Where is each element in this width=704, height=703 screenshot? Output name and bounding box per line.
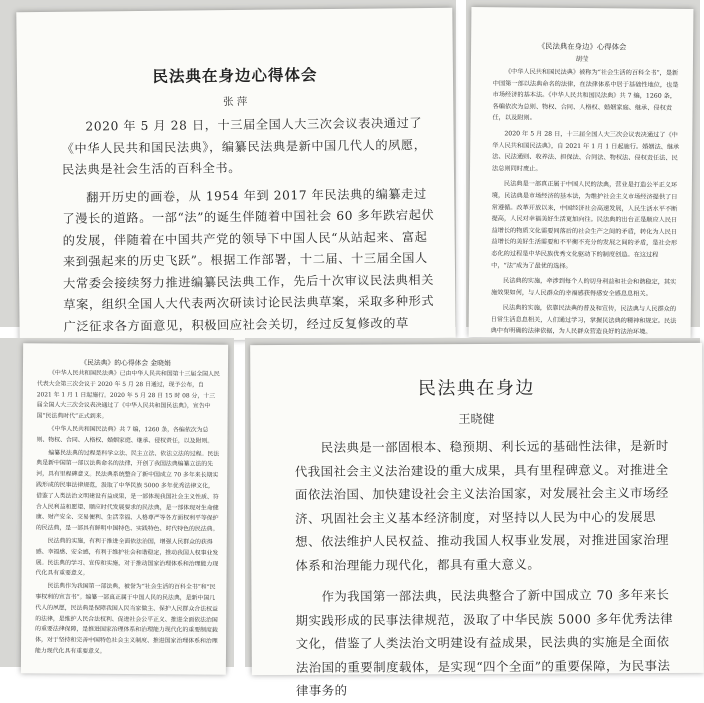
paragraph: 民法典的实施，牵涉到每个人的切身利益和社会和谐稳定，其实施效果如何，与人民群众的幸福感获得感安全感息息相关。 (490, 277, 677, 298)
paragraph: 民法典的实施，有利于推进全面依法治国，增强人民群众的获得感、幸福感、安全感，有利于维护社会和谐稳定，推动我国人权事业发展。民法典的学习、宣传和实施，对于推动国家治理体系和治理能力现代化具有重要意义。 (35, 538, 219, 578)
paragraph: 《中华人民共和国民法典》共 7 编，1260 条，各编依次为总则、物权、合同、人格权、婚姻家庭、继承、侵权责任，以及附则。 (36, 426, 214, 445)
paragraph: 2020 年 5 月 28 日，十三届全国人大三次会议表决通过了《中华人民共和国民法典》，自 2021 年 1 月 1 日起施行。婚姻法、继承法、民法通则、收养法、担保法、合同法、物权法、侵权责任法、民法总则同时废止。 (492, 130, 680, 173)
document-photo-3 (0, 338, 234, 667)
paper-page (469, 7, 694, 339)
document-title: 民法典在身边 (417, 377, 535, 400)
paragraph: 民法典作为我国第一部法典，被誉为“社会生活的百科全书”和“民事权利的宣言书”。编纂一部真正属于中国人民的民法典，是新中国几代人的夙愿，民法典是保障我国人民当家做主、保护人民群众合法权益的法律，是维护人民合法权利、促进社会公平正义、推进全面依法治国的重要法律保障，是推进国家治理体系和治理能力现代化的重要制度载体，对于坚持和完善中国特色社会主义制度、推进国家治理体系和治理能力现代化具有重要意义。 (34, 583, 218, 655)
paragraph: 翻开历史的画卷，从 1954 年到 2017 年民法典的编纂走过了漫长的道路。一部“法”的诞生伴随着中国社会 60 多年跌宕起伏的发展，伴随着在中国共产党的领导下中国人民“从站起来、富起来到强起来的历史飞跃”。根据工作部署，十二届、十三届全国人大常委会接续努力推进编纂民法典工作，先后十次审议民法典相关草案，组织全国人大代表两次研读讨论民法典草案，采取多种形式广泛征求各方面意见，积极回应社会关切，经过反复修改的草 (62, 186, 435, 334)
paragraph: 编纂民法典的过程是科学立法、民主立法、依法立法的过程。民法典是新中国第一部以法典命名的法律，开创了我国法典编纂立法的先河，具有里程碑意义。民法典系统整合了新中国成立 70 多年来长期实践形成的民事法律规范，汲取了中华民族 5000 多年优秀法律文化，借鉴了人类法治文明建设有益成果，是一部体现我国社会主义性质、符合人民利益和愿望、顺应时代发展要求的民法典，是一部体现对生命健康、财产安全、交易便利、生活幸福、人格尊严等各方面权利平等保护的民法典，是一部具有鲜明中国特色、实践特色、时代特色的民法典。 (35, 450, 220, 533)
paper-page (16, 8, 455, 343)
paper-page (250, 343, 704, 698)
document-author: 王晓健 (458, 411, 495, 427)
paragraph: 2020 年 5 月 28 日，十三届全国人大三次会议表决通过了《中华人民共和国民法典》，编纂民法典是新中国几代人的夙愿，民法典是社会生活的百科全书。 (61, 116, 427, 177)
document-photo-2 (466, 0, 700, 337)
paragraph: 《中华人民共和国民法典》被称为“社会生活的百科全书”，是新中国第一部以法典命名的法律，在法律体系中居于基础性地位，也是市场经济的基本法。《中华人民共和国民法典》共 7 编，1260 条，各编依次为总则、物权、合同、人格权、婚姻家庭、继承、侵权责任，以及附则。 (492, 68, 679, 122)
paragraph: 民法典是一部固根本、稳预期、利长远的基础性法律，是新时代我国社会主义法治建设的重大成果，具有里程碑意义。对推进全面依法治国、加快建设社会主义法治国家，对发展社会主义市场经济、巩固社会主义基本经济制度，对坚持以人民为中心的发展思想、依法维护人民权益、推动我国人权事业发展，对推进国家治理体系和治理能力现代化，都具有重大意义。 (294, 437, 670, 573)
document-title: 《民法典》的心得体会 金晓娟 (80, 358, 171, 368)
paragraph: 作为我国第一部法典，民法典整合了新中国成立 70 多年来长期实践形成的民事法律规范，汲取了中华民族 5000 多年优秀法律文化，借鉴了人类法治文明建设有益成果，民法典的实施是全面依法治国的重要制度载体，是实现“四个全面”的重要保障，为民事法律事务的 (295, 586, 674, 698)
paragraph: 民法典是一部真正属于中国人民的法典，营业是打造公平正义环境，民法典是市场经济的基本法，为维护社会主义市场经济提供了日常遵循。改革开放以来，中国经济社会高速发展，人民生活水平不断提高，人民对幸福美好生活更加向往。民法典的出台正是顺应人民日益增长的物质文化需要同落后的社会生产之间的矛盾，转化为人民日益增长的美好生活需要和不平衡不充分的发展之间的矛盾，是社会形态化的过程是中华民族优秀文化驱动下的制度创造。在这过程中，“法”成为了最优的选择。 (491, 180, 678, 270)
document-photo-1 (0, 0, 456, 334)
document-photo-4 (245, 338, 700, 698)
document-author: 张 萍 (223, 95, 248, 109)
paragraph: 民法典的实施，依靠民法典的普及和宣传，民法典与人民群众的日常生活息息相关，人们通过学习，掌握民法典的精神和规定。民法典中有明确的法律依据，为人民群众营造良好的法治环境。 (490, 304, 677, 337)
paragraph: 《中华人民共和国民法典》已由中华人民共和国第十三届全国人民代表大会第三次会议于 2020 年 5 月 28 日通过，现予公布，自 2021 年 1 月 1 日起施行。2020 年 5 月 28 日 15 时 08 分，十三届全国人大三次会议表决通过了《中华人民共和国民法典》，宣告中国“民法典时代”正式到来。 (36, 370, 220, 421)
paper-page (21, 343, 228, 674)
document-title: 民法典在身边心得体会 (152, 65, 318, 86)
document-title: 《民法典在身边》心得体会 (537, 41, 627, 52)
document-author: 胡莹 (575, 54, 589, 64)
